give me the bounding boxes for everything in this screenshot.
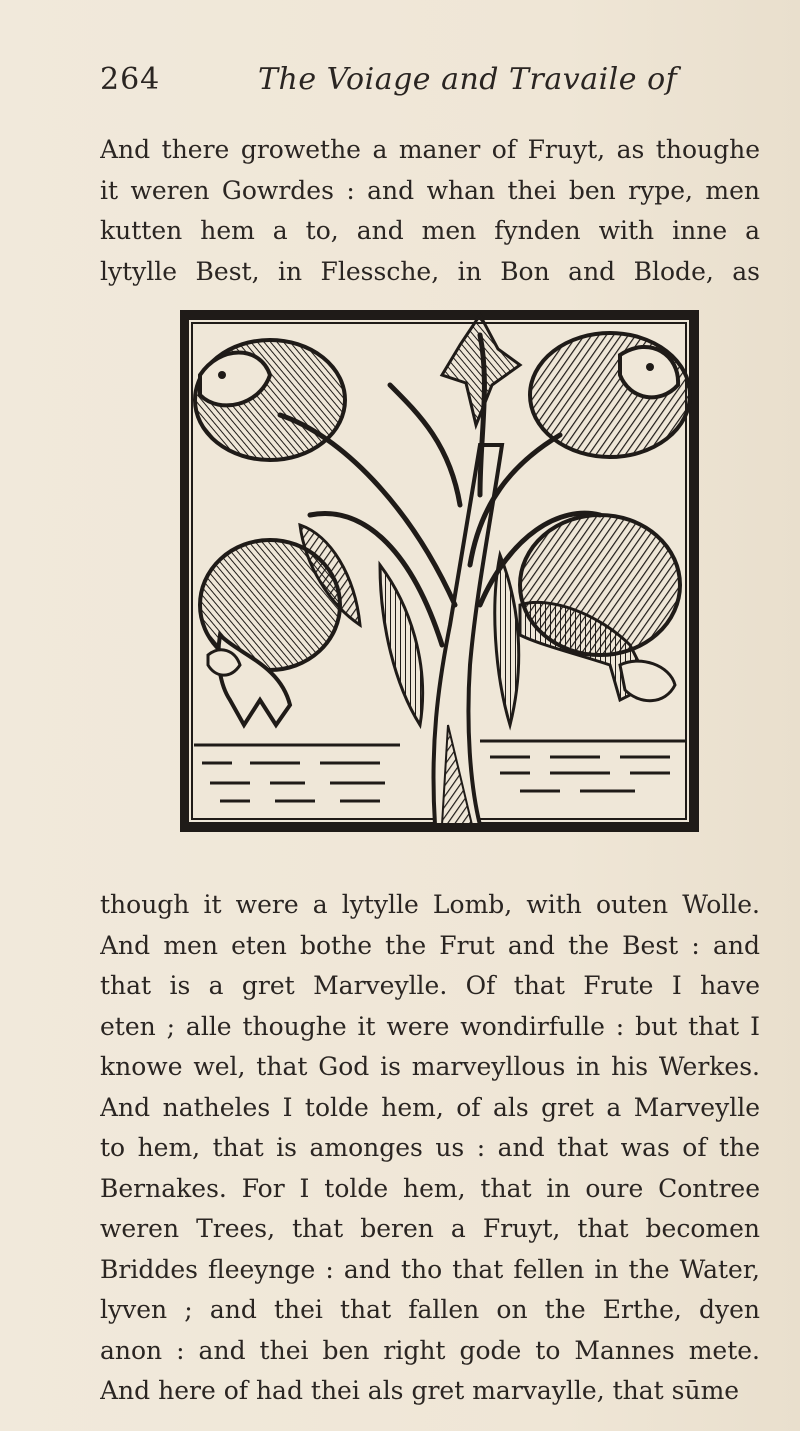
text-line: that is a gret Marveylle. Of that Frute I have xyxy=(100,971,760,1000)
text-line: And there growethe a maner of Fruyt, as thoughe xyxy=(100,135,760,164)
paragraph-top xyxy=(100,130,760,292)
text-line: And here of had thei als gret marvaylle, that sūme xyxy=(100,1376,740,1405)
text-line: eten ; alle thoughe it were wondirfulle : but that I xyxy=(100,1011,760,1041)
text-line: anon : and thei ben right gode to Mannes mete. xyxy=(100,1335,760,1365)
text-line: knowe wel, that God is marveyllous in his Werkes. xyxy=(100,1052,760,1081)
text-line: lyven ; and thei that fallen on the Erthe, dyen xyxy=(100,1295,760,1324)
text-line: kutten hem a to, and men fynden with inne a xyxy=(100,216,760,245)
running-title: The Voiage and Travaile of xyxy=(258,62,678,97)
text-line: though it were a lytylle Lomb, with outen Wolle. xyxy=(100,890,760,919)
text-line: lytylle Best, in Flessche, in Bon and Blode, as xyxy=(100,256,760,286)
woodcut-lamb-tree-icon xyxy=(180,305,700,835)
text-line: it weren Gowrdes : and whan thei ben rype, men xyxy=(100,175,760,205)
paragraph-bottom xyxy=(100,885,760,1412)
page-number: 264 xyxy=(100,62,161,97)
text-line: Bernakes. For I tolde hem, that in oure Contree xyxy=(100,1173,760,1203)
text-line: And natheles I tolde hem, of als gret a Marveylle xyxy=(100,1092,760,1122)
running-head xyxy=(100,62,760,102)
text-line: And men eten bothe the Frut and the Best : and xyxy=(100,930,760,960)
text-line: Briddes fleeynge : and tho that fellen in the Water, xyxy=(100,1254,760,1284)
text-line: weren Trees, that beren a Fruyt, that becomen xyxy=(100,1214,760,1243)
text-line: to hem, that is amonges us : and that was of the xyxy=(100,1133,760,1162)
